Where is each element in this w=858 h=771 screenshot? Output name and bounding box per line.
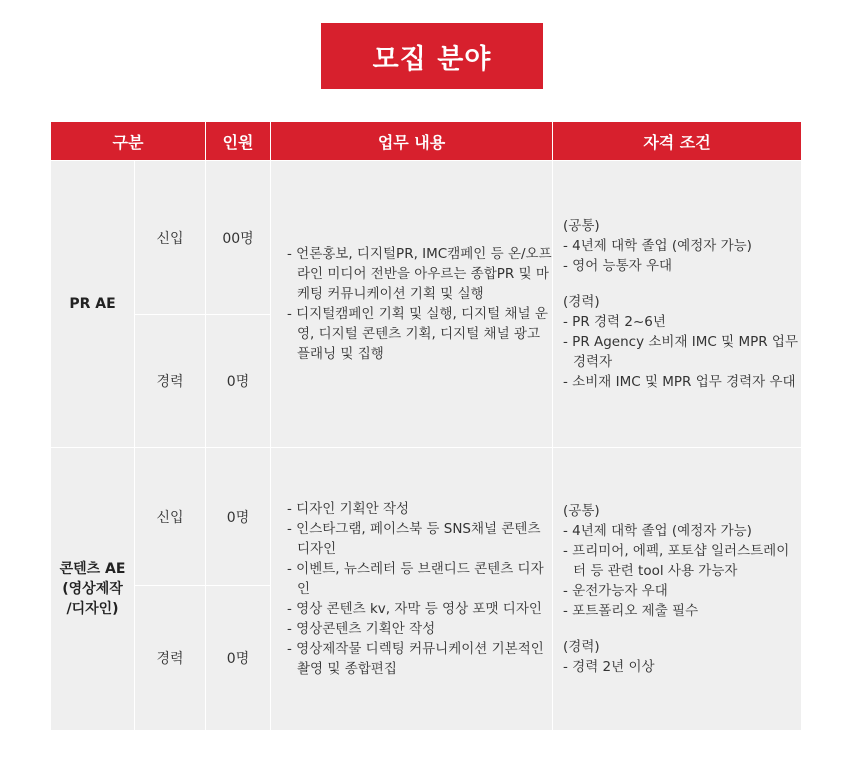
duties-cell: [271, 161, 553, 448]
table-row: [51, 161, 802, 315]
qual-exp-list: [563, 657, 801, 677]
title-text: 모집 분야: [372, 43, 492, 75]
sub-type: 신입: [135, 161, 206, 315]
qual-common-title: (공통): [563, 218, 600, 234]
sub-type: 경력: [135, 315, 206, 448]
list-item: - 영상콘텐츠 기획안 작성: [287, 621, 436, 637]
page-title: [321, 23, 543, 89]
list-item: - 영어 능통자 우대: [563, 258, 673, 274]
qual-exp-list: [563, 312, 801, 392]
list-item: - 영상제작물 디렉팅 커뮤니케이션 기본적인 촬영 및 종합편집: [287, 641, 544, 677]
list-item: - PR Agency 소비재 IMC 및 MPR 업무 경력자: [563, 334, 798, 370]
category-pr-ae: PR AE: [51, 161, 135, 448]
header-qualifications: 자격 조건: [553, 122, 802, 161]
list-item: - 프리미어, 에펙, 포토샵 일러스트레이터 등 관련 tool 사용 가능자: [563, 543, 790, 579]
list-item: - 인스타그램, 페이스북 등 SNS채널 콘텐츠 디자인: [287, 521, 541, 557]
list-item: - 이벤트, 뉴스레터 등 브랜디드 콘텐츠 디자인: [287, 561, 544, 597]
header-category: 구분: [51, 122, 206, 161]
category-line: /디자인): [66, 601, 119, 617]
qualifications-cell: [553, 448, 802, 731]
table-header-row: [51, 122, 802, 161]
qual-common-title: (공통): [563, 503, 600, 519]
headcount: 0명: [206, 315, 271, 448]
duty-list: [271, 499, 552, 679]
category-content-ae: [51, 448, 135, 731]
qual-exp-title: (경력): [563, 294, 600, 310]
list-item: - PR 경력 2~6년: [563, 314, 666, 330]
header-duties: 업무 내용: [271, 122, 553, 161]
list-item: - 소비재 IMC 및 MPR 업무 경력자 우대: [563, 374, 796, 390]
table-row: [51, 448, 802, 586]
category-line: (영상제작: [62, 581, 123, 597]
list-item: - 4년제 대학 졸업 (예정자 가능): [563, 523, 752, 539]
list-item: - 경력 2년 이상: [563, 659, 655, 675]
headcount: 0명: [206, 448, 271, 586]
list-item: - 포트폴리오 제출 필수: [563, 603, 699, 619]
qual-exp-title: (경력): [563, 639, 600, 655]
duty-list: [271, 244, 552, 364]
duties-cell: [271, 448, 553, 731]
list-item: - 디지털캠페인 기획 및 실행, 디지털 채널 운영, 디지털 콘텐츠 기획, 디지털 채널 광고 플래닝 및 집행: [287, 306, 548, 362]
sub-type: 신입: [135, 448, 206, 586]
sub-type: 경력: [135, 586, 206, 731]
list-item: - 영상 콘텐츠 kv, 자막 등 영상 포맷 디자인: [287, 601, 542, 617]
list-item: - 언론홍보, 디지털PR, IMC캠페인 등 온/오프라인 미디어 전반을 아우르는 종합PR 및 마케팅 커뮤니케이션 기획 및 실행: [287, 246, 552, 302]
list-item: - 디자인 기획안 작성: [287, 501, 410, 517]
list-item: - 4년제 대학 졸업 (예정자 가능): [563, 238, 752, 254]
qualifications-cell: [553, 161, 802, 448]
qual-common-list: [563, 521, 801, 621]
header-count: 인원: [206, 122, 271, 161]
qual-common-list: [563, 236, 801, 276]
recruit-table: [50, 122, 802, 731]
list-item: - 운전가능자 우대: [563, 583, 668, 599]
category-line: 콘텐츠 AE: [59, 561, 126, 577]
headcount: 00명: [206, 161, 271, 315]
headcount: 0명: [206, 586, 271, 731]
